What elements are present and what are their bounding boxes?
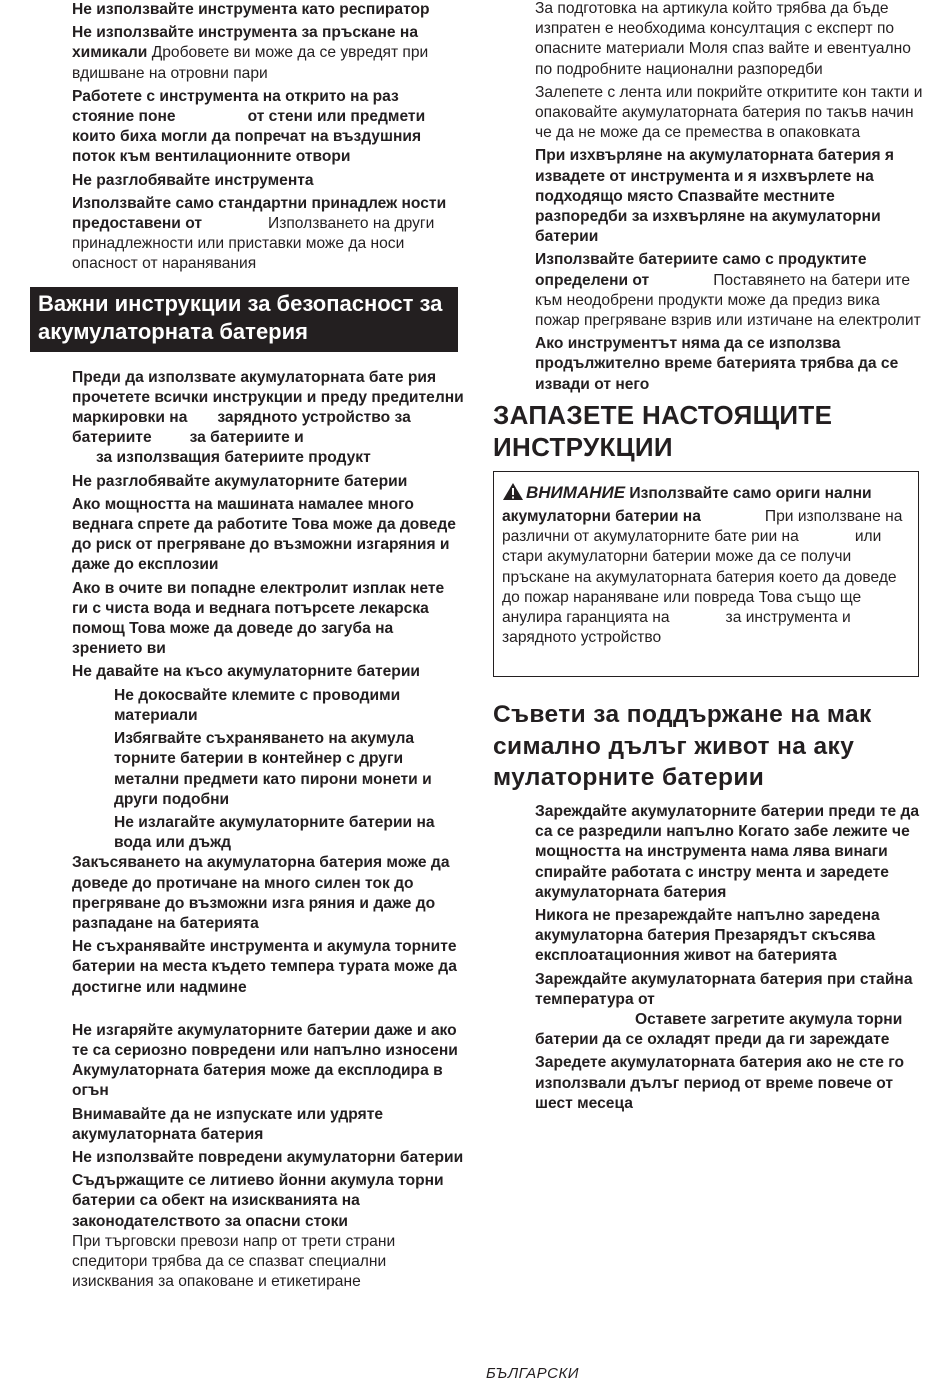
instruction-text: Използването на други принадлежности или приставки може да носи опасност от наранявания bbox=[72, 215, 435, 273]
caution-text: използване на различни от акумулаторните бате рии на bbox=[502, 508, 903, 546]
tip-item: Зареждайте акумулаторните батерии преди те да са се разредили напълно Когато забе лежите че мощността на инструмента нама лява винаги спирайте работата с инстру мента и заредете акумулаторната батерия bbox=[535, 802, 920, 901]
section-heading-battery-safety: Важни инструкции за безопасност за акумулаторната батерия bbox=[30, 287, 458, 352]
warning-triangle-icon bbox=[502, 482, 524, 507]
instruction-bold: Използвайте батериите само с продуктите определени от bbox=[535, 251, 867, 289]
instruction-item: Не разглобявайте инструмента bbox=[72, 171, 314, 189]
tip-item: Никога не презареждайте напълно заредена акумулаторна батерия Презарядът скъсява експлоатационния живот на батерията bbox=[535, 907, 880, 965]
caution-bold-text: Използвайте само ориги нални акумулаторни батерии на bbox=[502, 484, 872, 526]
instruction-item bbox=[72, 1171, 464, 1292]
caution-title: ВНИМАНИЕ bbox=[526, 482, 626, 502]
instruction-item: Закъсяването на акумулаторна батерия може да доведе до протичане на много силен ток до прегряване до възможни изга ряния и даже до разпадане на батерията bbox=[72, 854, 450, 932]
instruction-item bbox=[72, 368, 464, 469]
instruction-item: Не изгаряйте акумулаторните батерии даже и ако те са сериозно повредени или напълно износени Акумулаторната батерия може да експлодира в огън bbox=[72, 1021, 458, 1100]
instruction-text: за използващия батериите продукт bbox=[96, 449, 371, 467]
instruction-text: Преди да използвате акумулаторната бате рия прочетете всички инструкции и преду предителни маркировки на bbox=[72, 368, 464, 427]
instruction-text: При търговски превози напр от трети страни спедитори трябва да се спазват специални изисквания за опаковане и етикетиране bbox=[72, 1232, 396, 1291]
instruction-text: от стени или предмети които биха могли да попречат на въздушния поток към вентилационните отвори bbox=[72, 108, 426, 166]
instruction-text: Дробовете ви може да се увредят при вдишване на отровни пари bbox=[72, 44, 429, 82]
tip-item bbox=[535, 970, 923, 1051]
sub-instruction-item: Не докосвайте клемите с проводими материали bbox=[114, 686, 401, 724]
instruction-text: Работете с инструмента на открито на раз стояние поне bbox=[72, 87, 399, 126]
caution-text: или стари акумулаторни батерии може да се получи пръскане на акумулаторната батерия което да доведе до пожар нараняване или повреда Това също ще анулира гаранцията на bbox=[502, 528, 897, 627]
instruction-item: Ако в очите ви попадне електролит изплак нете ги с чиста вода и веднага потърсете лекарска помощ Това може да доведе до загуба на зрението ви bbox=[72, 579, 445, 658]
instruction-text: Поставянето на батери ите към неодобрени продукти може да предиз вика пожар прегряване взрив или изтичане на електролит bbox=[535, 271, 921, 330]
instruction-item bbox=[535, 250, 923, 331]
instruction-item: Ако мощността на машината намалее много веднага спрете да работите Това може да доведе до риск от прегряване до възможни изгаряния и даже до експлозии bbox=[72, 495, 456, 574]
instruction-bold: Не използвайте инструмента за пръскане на химикали bbox=[72, 24, 418, 62]
instruction-item: При изхвърляне на акумулаторната батерия я извадете от инструмента и я изхвърлете на подходящо място Спазвайте местните разпоредби за изхвърляне на акумулаторни батерии bbox=[535, 147, 895, 246]
left-column bbox=[38, 0, 464, 1295]
instruction-item: Не използвайте инструмента като респиратор bbox=[72, 1, 430, 18]
instruction-text: зарядното устройство за батериите bbox=[72, 409, 411, 447]
sub-instruction-item: Не излагайте акумулаторните батерии на вода или дъжд bbox=[114, 813, 435, 852]
right-column bbox=[493, 0, 923, 1117]
instruction-item bbox=[72, 87, 464, 168]
instruction-item: Ако инструментът няма да се използва продължително време батерията трябва да се извади от него bbox=[535, 335, 899, 393]
instruction-item bbox=[72, 23, 464, 84]
instruction-item: Не давайте на късо акумулаторните батерии bbox=[72, 663, 421, 681]
instruction-item: Не разглобявайте акумулаторните батерии bbox=[72, 472, 408, 490]
instruction-item: Не използвайте повредени акумулаторни батерии bbox=[72, 1148, 464, 1166]
tip-text: Зареждайте акумулаторната батерия при стайна температура от bbox=[535, 970, 913, 1008]
instruction-text: За подготовка на артикула който трябва да бъде изпратен е необходима консултация с експерт по опасните материали Моля спаз вайте и евентуално по подробните национални разпоредби bbox=[535, 0, 911, 78]
battery-tips-heading: Съвети за поддържане на мак симално дълъг живот на аку мулаторните батерии bbox=[493, 701, 872, 792]
caution-box bbox=[493, 471, 919, 678]
caution-text: При bbox=[764, 508, 794, 526]
instruction-item bbox=[72, 194, 464, 275]
instruction-item: Не съхранявайте инструмента и акумула торните батерии на места където темпера турата може да достигне или надмине bbox=[72, 938, 457, 996]
tip-item: Заредете акумулаторната батерия ако не сте го използвали дълъг период от време повече от шест месеца bbox=[535, 1054, 905, 1112]
save-instructions-heading: ЗАПАЗЕТЕ НАСТОЯЩИТЕ ИНСТРУКЦИИ bbox=[493, 399, 833, 462]
instruction-text: за батериите и bbox=[189, 429, 304, 447]
instruction-item: Внимавайте да не изпускате или удряте акумулаторната батерия bbox=[72, 1105, 384, 1143]
instruction-bold: Съдържащите се литиево йонни акумула торни батерии са обект на изискванията на законодателството за опасни стоки bbox=[72, 1172, 444, 1230]
sub-instruction-item: Избягвайте съхраняването на акумула торните батерии в контейнер с други метални предмети като пирони монети и други подобни bbox=[114, 730, 432, 808]
tip-text: Оставете загретите акумула торни батерии да се охладят преди да ги зареждате bbox=[535, 1011, 903, 1049]
language-footer: БЪЛГАРСКИ bbox=[486, 1365, 580, 1382]
caution-text: за инструмента и зарядното устройство bbox=[502, 609, 851, 647]
instruction-bold: Използвайте само стандартни принадлеж ности предоставени от bbox=[72, 194, 447, 233]
instruction-text: Залепете с лента или покрийте откритите кон такти и опаковайте акумулаторната батерия по такъв начин че да не може да се премества в опаковката bbox=[535, 83, 923, 142]
